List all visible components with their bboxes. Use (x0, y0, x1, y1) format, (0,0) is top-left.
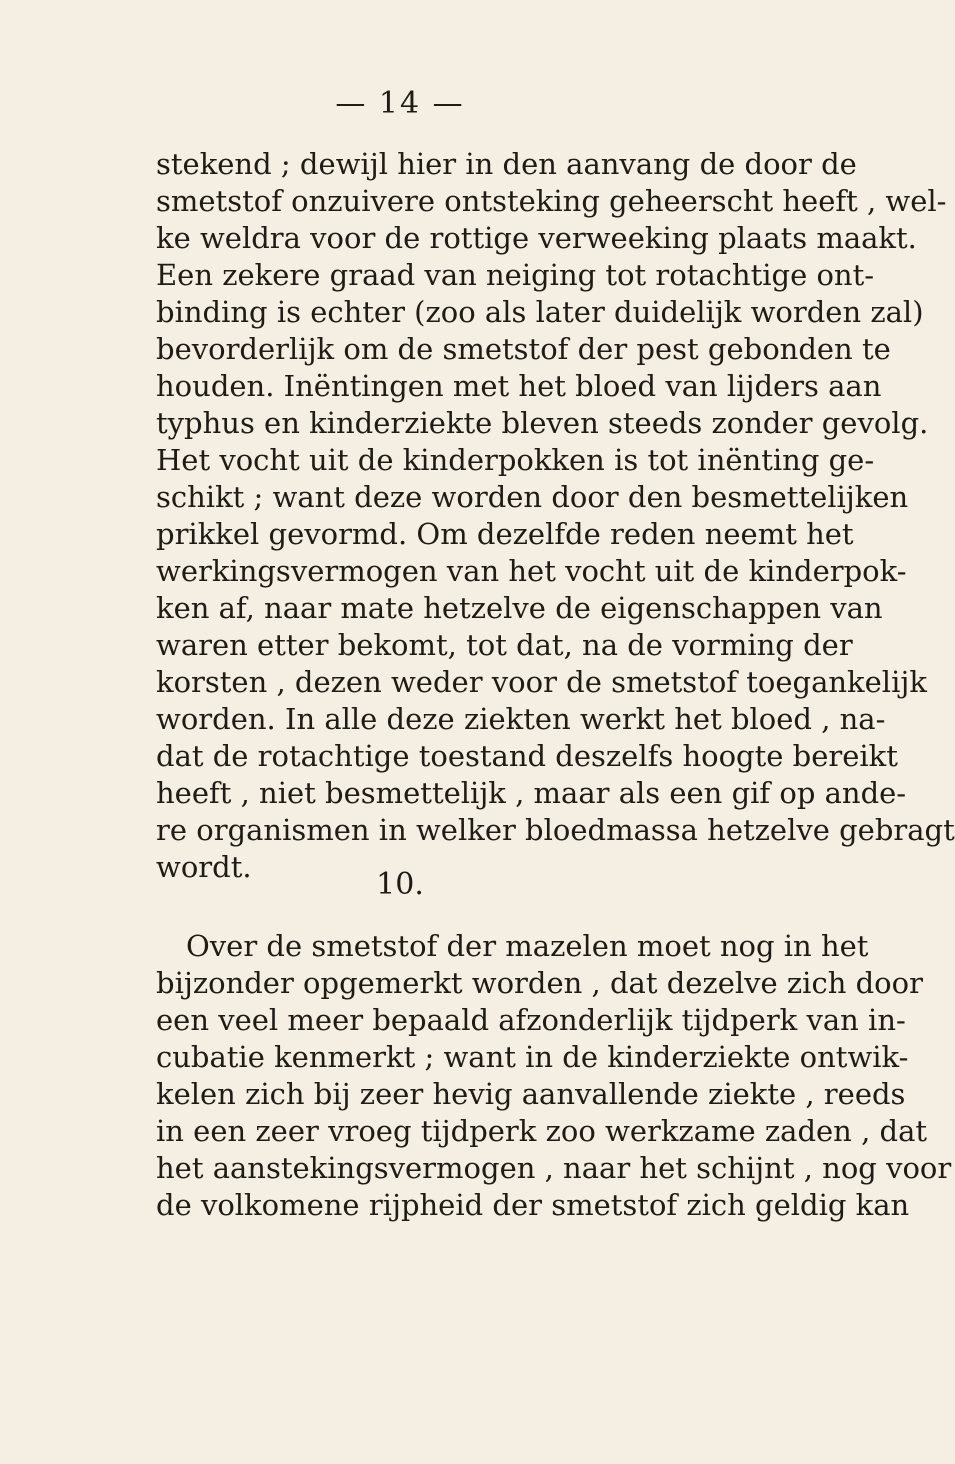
text-line: bijzonder opgemerkt worden , dat dezelve zich door (156, 966, 923, 1000)
text-line: een veel meer bepaald afzonderlijk tijdperk van in- (156, 1003, 906, 1037)
text-line: ken af, naar mate hetzelve de eigenschappen van (156, 591, 883, 625)
text-line: cubatie kenmerkt ; want in de kinderziekte ontwik- (156, 1040, 909, 1074)
text-line: waren etter bekomt, tot dat, na de vorming der (156, 628, 853, 662)
text-line: schikt ; want deze worden door den besmettelijken (156, 480, 909, 514)
text-line: worden. In alle deze ziekten werkt het bloed , na- (156, 702, 886, 736)
section-number: 10. (376, 867, 424, 902)
text-line: bevorderlijk om de smetstof der pest gebonden te (156, 332, 891, 366)
text-line: houden. Inëntingen met het bloed van lijders aan (156, 369, 882, 403)
text-line: re organismen in welker bloedmassa hetzelve gebragt (156, 813, 955, 847)
text-line: het aanstekingsvermogen , naar het schijnt , nog voor (156, 1151, 952, 1185)
text-line: Het vocht uit de kinderpokken is tot inënting ge- (156, 443, 875, 477)
text-line: dat de rotachtige toestand deszelfs hoogte bereikt (156, 739, 898, 773)
text-line: typhus en kinderziekte bleven steeds zonder gevolg. (156, 406, 929, 440)
page-header: — 14 — (335, 86, 465, 121)
text-line: stekend ; dewijl hier in den aanvang de door de (156, 147, 857, 181)
text-line: Een zekere graad van neiging tot rotachtige ont- (156, 258, 875, 292)
text-line: kelen zich bij zeer hevig aanvallende ziekte , reeds (156, 1077, 906, 1111)
text-line: wordt. (156, 850, 252, 884)
text-line: heeft , niet besmettelijk , maar als een gif op ande- (156, 776, 907, 810)
text-line: werkingsvermogen van het vocht uit de kinderpok- (156, 554, 907, 588)
text-line: Over de smetstof der mazelen moet nog in het (186, 929, 869, 963)
text-line: ke weldra voor de rottige verweeking plaats maakt. (156, 221, 917, 255)
text-line: de volkomene rijpheid der smetstof zich geldig kan (156, 1188, 910, 1222)
text-line: smetstof onzuivere ontsteking geheerscht heeft , wel- (156, 184, 947, 218)
text-line: binding is echter (zoo als later duidelijk worden zal) (156, 295, 924, 329)
text-line: in een zeer vroeg tijdperk zoo werkzame zaden , dat (156, 1114, 928, 1148)
text-line: korsten , dezen weder voor de smetstof toegankelijk (156, 665, 927, 699)
text-line: prikkel gevormd. Om dezelfde reden neemt het (156, 517, 854, 551)
